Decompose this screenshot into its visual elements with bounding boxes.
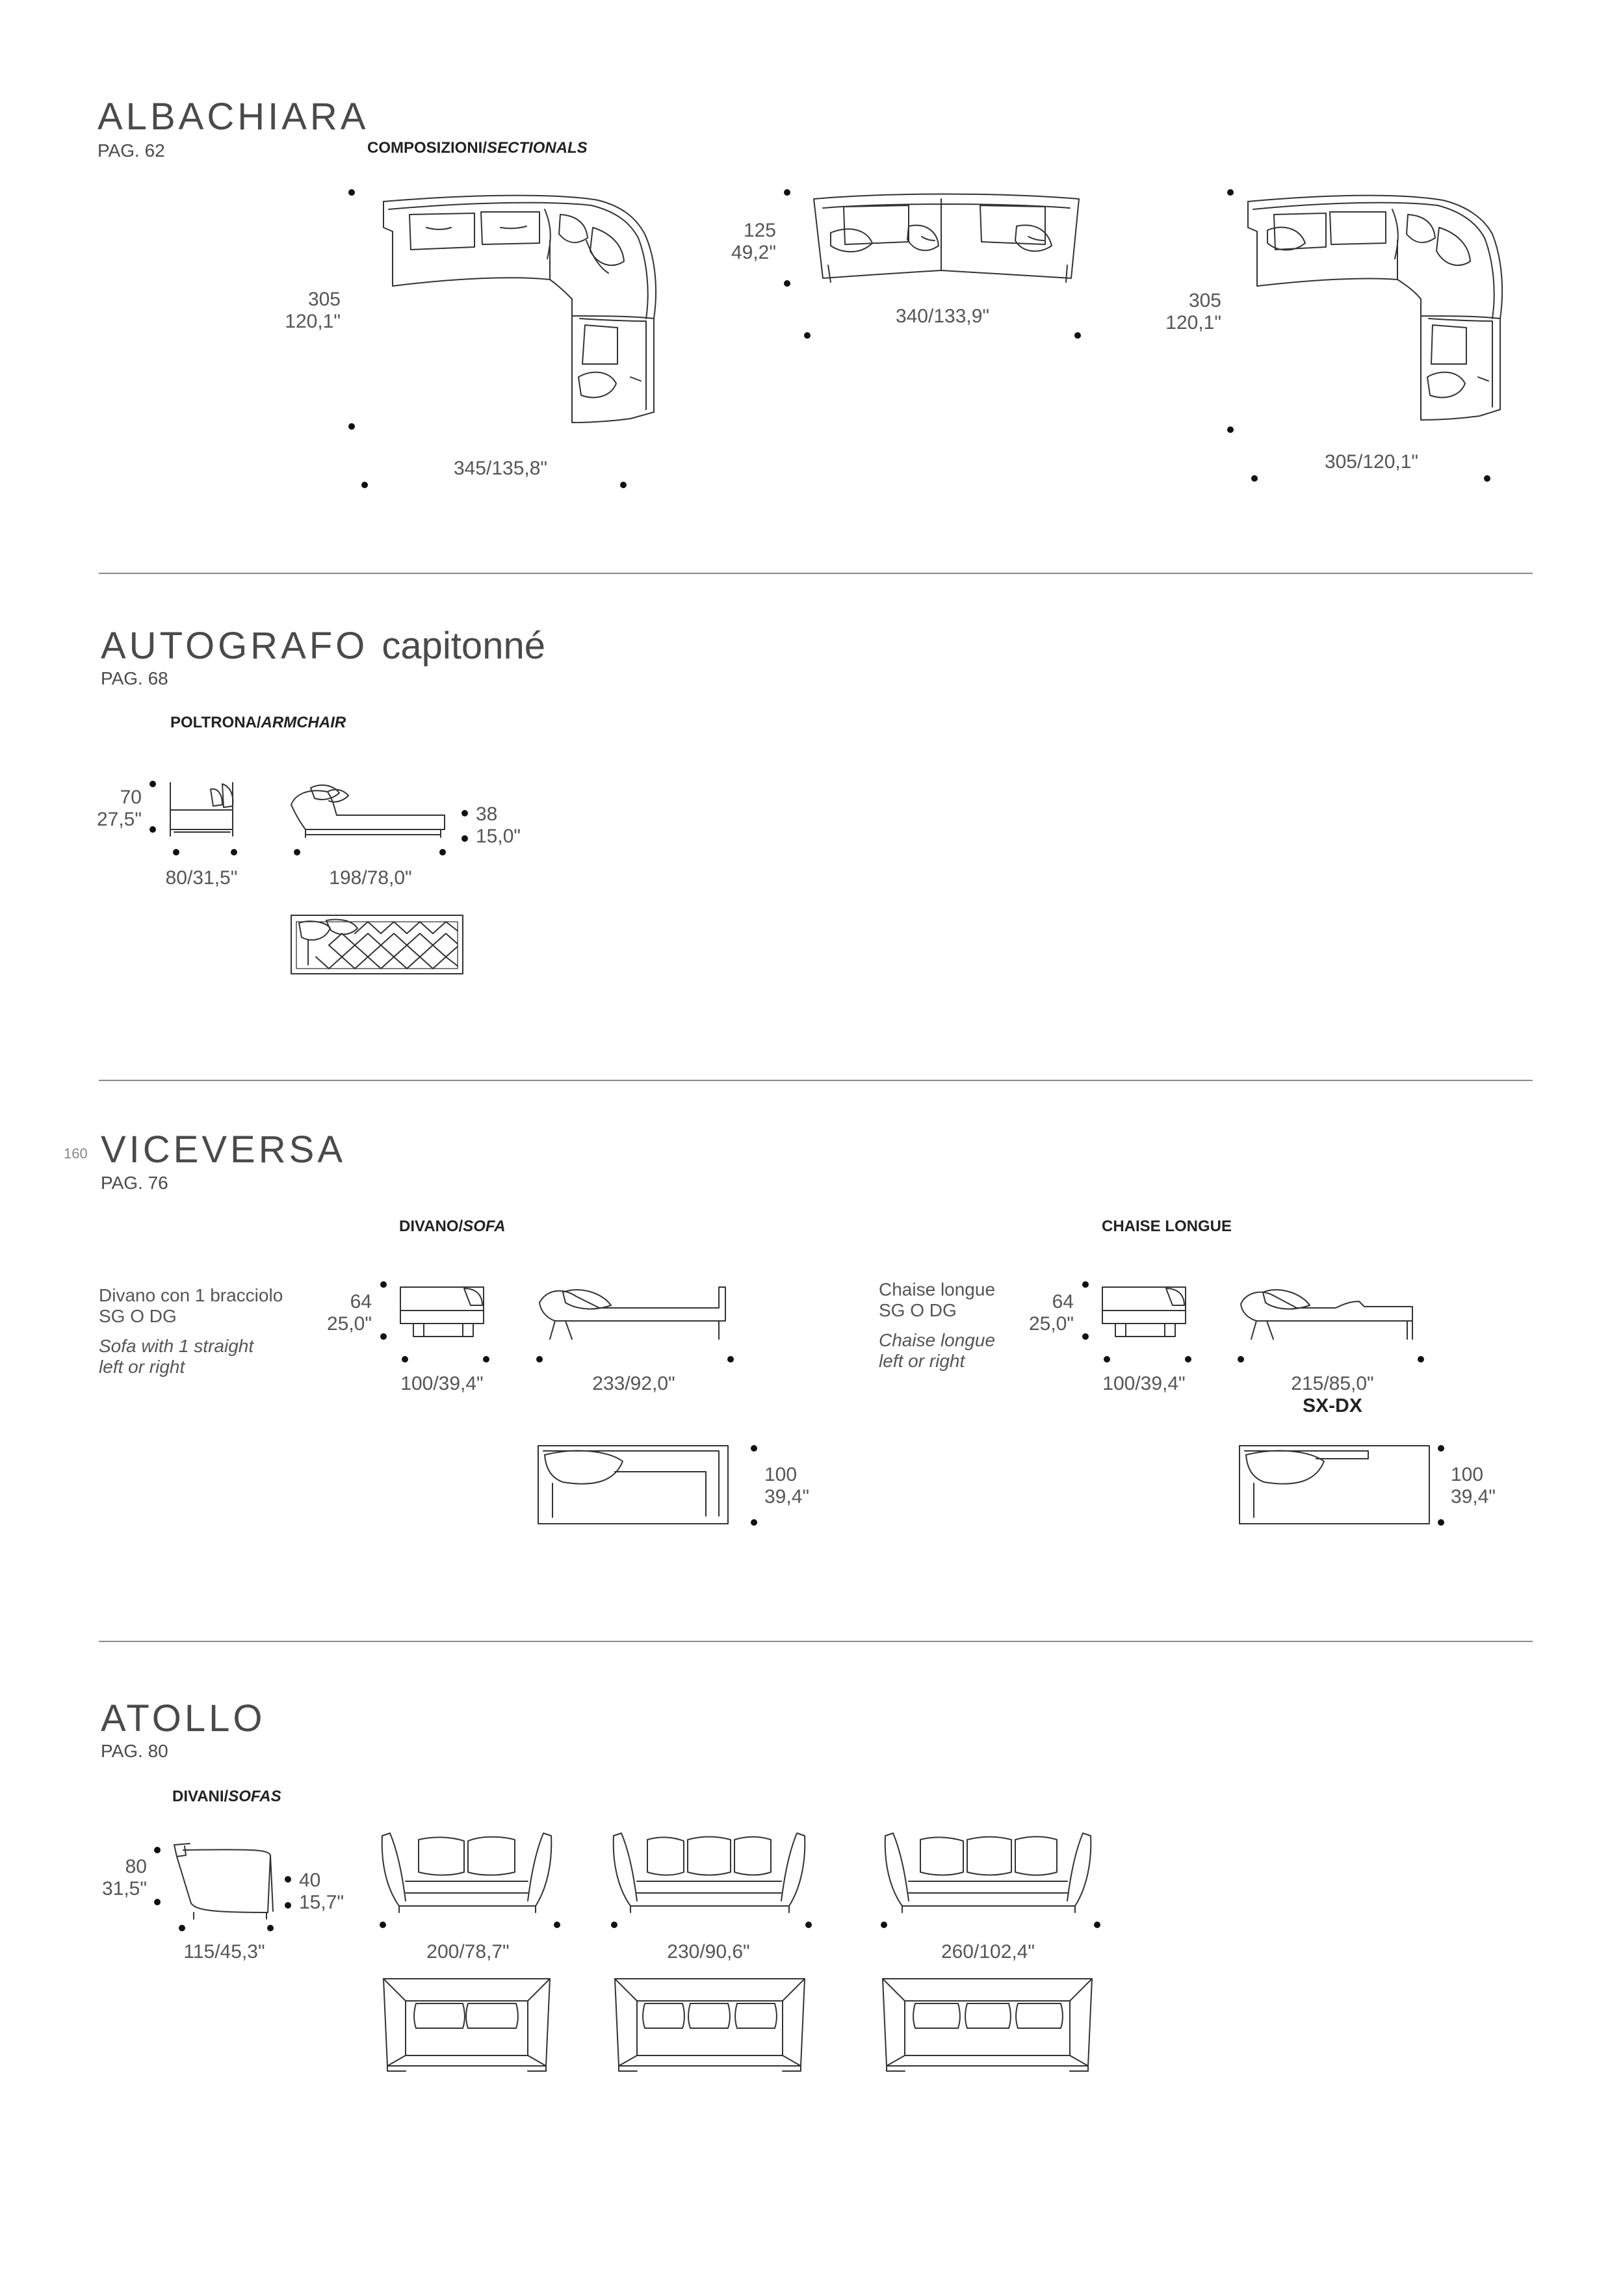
dimension-dot <box>285 1902 291 1909</box>
dimension-dot <box>294 849 300 855</box>
dimension-dot <box>1227 189 1234 196</box>
width-label: 200/78,7" <box>426 1941 510 1963</box>
dimension-dot <box>1251 475 1258 482</box>
dimension-dot <box>461 835 468 842</box>
section-divider <box>99 573 1533 574</box>
page-reference: PAG. 76 <box>101 1173 168 1193</box>
sofa-top-drawing <box>537 1444 732 1528</box>
page-reference: PAG. 68 <box>101 668 168 688</box>
height-label: 64 25,0" <box>326 1291 372 1335</box>
width-label: 115/45,3" <box>183 1941 265 1963</box>
section-subtitle: DIVANO/SOFA <box>399 1218 506 1235</box>
page-reference: PAG. 62 <box>97 140 165 161</box>
dimension-dot <box>1418 1356 1424 1363</box>
dimension-dot <box>231 849 237 855</box>
width-label: 80/31,5" <box>165 867 238 889</box>
dimension-dot <box>1074 332 1081 339</box>
section-subtitle: POLTRONA/ARMCHAIR <box>170 714 346 731</box>
sofa-side-drawing <box>537 1283 732 1343</box>
chaise-front-drawing <box>1100 1283 1191 1343</box>
section-title: ATOLLO <box>101 1697 266 1740</box>
sofa-front-drawing <box>398 1283 489 1343</box>
chaise-side-drawing <box>1238 1283 1427 1343</box>
sofa-side-drawing <box>170 1841 281 1920</box>
dimension-dot <box>149 826 156 833</box>
chaise-description: Chaise longue SG O DG Chaise longue left or right <box>879 1279 996 1371</box>
dimension-dot <box>727 1356 734 1363</box>
seat-height-label: 38 15,0" <box>476 803 521 847</box>
section-title: VICEVERSA <box>101 1128 346 1171</box>
dimension-dot <box>620 482 627 488</box>
sofa-top-drawing <box>380 1975 555 2072</box>
sofa-front-drawing <box>611 1829 809 1914</box>
dimension-dot <box>1484 475 1490 482</box>
width-label: 305/120,1" <box>1324 451 1419 473</box>
dimension-dot <box>361 482 368 488</box>
armchair-drawing <box>168 779 239 844</box>
chaise-side-drawing <box>289 779 451 844</box>
height-label: 80 31,5" <box>101 1856 147 1899</box>
width-label: 345/135,8" <box>453 458 548 479</box>
dimension-dot <box>380 1333 387 1340</box>
dimension-dot <box>154 1847 161 1853</box>
dimension-dot <box>348 189 355 196</box>
dimension-dot <box>173 849 179 855</box>
page-number: 160 <box>64 1145 88 1162</box>
height-label: 64 25,0" <box>1028 1291 1074 1335</box>
width-label: 100/39,4" <box>400 1373 484 1394</box>
dimension-dot <box>285 1876 291 1883</box>
sofa-front-drawing <box>380 1829 555 1914</box>
page-reference: PAG. 80 <box>101 1741 168 1761</box>
section-subtitle: CHAISE LONGUE <box>1102 1218 1232 1235</box>
corner-sectional-drawing <box>1248 189 1508 436</box>
dimension-dot <box>483 1356 489 1363</box>
height-label: 305 120,1" <box>1165 290 1221 333</box>
dimension-dot <box>1082 1281 1089 1288</box>
dimension-dot <box>149 781 156 787</box>
width-label: 100/39,4" <box>1102 1373 1186 1394</box>
section-subtitle: COMPOSIZIONI/SECTIONALS <box>367 139 588 157</box>
dimension-dot <box>1438 1445 1444 1452</box>
section-title: ALBACHIARA <box>97 96 369 138</box>
sofa-description: Divano con 1 bracciolo SG O DG Sofa with 1 straight left or right <box>99 1285 283 1377</box>
dimension-dot <box>805 1922 812 1928</box>
depth-label: 100 39,4" <box>764 1464 810 1507</box>
dimension-dot <box>1238 1356 1244 1363</box>
dimension-dot <box>154 1899 161 1905</box>
width-label: 230/90,6" <box>667 1941 750 1963</box>
dimension-dot <box>784 280 790 287</box>
dimension-dot <box>461 810 468 816</box>
height-label: 125 49,2" <box>731 220 776 263</box>
linear-sofa-drawing <box>811 187 1082 291</box>
width-label: 233/92,0" <box>592 1373 675 1394</box>
corner-sectional-drawing <box>383 189 650 436</box>
dimension-dot <box>348 423 355 430</box>
dimension-dot <box>1082 1333 1089 1340</box>
dimension-dot <box>380 1281 387 1288</box>
dimension-dot <box>536 1356 543 1363</box>
width-label: 215/85,0" <box>1291 1373 1374 1394</box>
section-title: AUTOGRAFO capitonné <box>101 625 545 667</box>
depth-label: 100 39,4" <box>1451 1464 1496 1507</box>
section-subtitle: DIVANI/SOFAS <box>172 1788 281 1805</box>
sofa-top-drawing <box>879 1975 1097 2072</box>
chaise-top-drawing <box>1238 1444 1433 1528</box>
height-label: 70 27,5" <box>96 787 142 830</box>
dimension-dot <box>751 1519 757 1526</box>
dimension-dot <box>784 189 790 196</box>
chaise-top-drawing <box>290 914 465 976</box>
section-divider <box>99 1080 1533 1081</box>
dimension-dot <box>1094 1922 1100 1928</box>
dimension-dot <box>439 849 446 855</box>
dimension-dot <box>179 1925 185 1931</box>
seat-height-label: 40 15,7" <box>299 1870 344 1913</box>
sofa-top-drawing <box>611 1975 809 2072</box>
dimension-dot <box>402 1356 408 1363</box>
width-label: 198/78,0" <box>329 867 412 889</box>
dimension-dot <box>380 1922 386 1928</box>
dimension-dot <box>1104 1356 1110 1363</box>
width-label: 260/102,4" <box>941 1941 1035 1963</box>
dimension-dot <box>804 332 811 339</box>
dimension-dot <box>611 1922 617 1928</box>
dimension-dot <box>267 1925 274 1931</box>
dimension-dot <box>1185 1356 1191 1363</box>
height-label: 305 120,1" <box>285 289 341 332</box>
sofa-front-drawing <box>883 1829 1097 1914</box>
dimension-dot <box>554 1922 560 1928</box>
orientation-label: SX-DX <box>1303 1395 1362 1416</box>
dimension-dot <box>1438 1519 1444 1526</box>
dimension-dot <box>751 1445 757 1452</box>
width-label: 340/133,9" <box>895 306 990 327</box>
dimension-dot <box>1227 426 1234 433</box>
dimension-dot <box>881 1922 887 1928</box>
section-divider <box>99 1641 1533 1642</box>
